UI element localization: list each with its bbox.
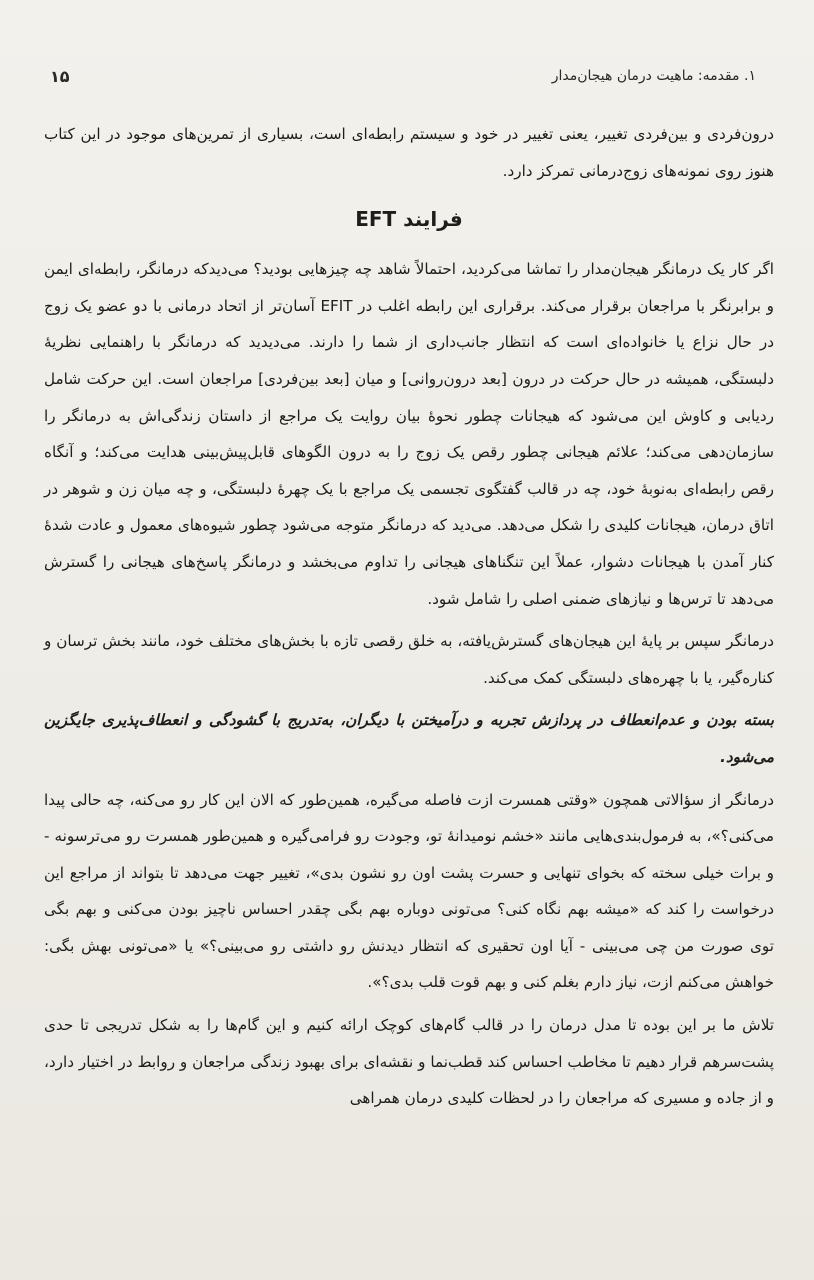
page-number: ۱۵ bbox=[50, 66, 70, 86]
paragraph-emphasis: بسته بودن و عدم‌انعطاف در پردازش تجربه و درآمیختن با دیگران، به‌تدریج با گشودگی و انعطاف‌پذیری جایگزین می‌شود. bbox=[44, 711, 774, 766]
paragraph-process: اگر کار یک درمانگر هیجان‌مدار را تماشا می‌کردید، احتمالاً شاهد چه چیزهایی بودید؟ می‌دیدکه درمانگر، رابطه‌ای ایمن و برابرنگر با مراجعان برقرار می‌کند. برقراری این رابطه اغلب در EFIT آسان‌تر از اتحاد درمانی با دو عضو یک زوج در حال نزاع یا خانواده‌ای است که انتظار جانب‌داری از شما را دارند. می‌دیدید که درمانگر با راهنمایی نظریهٔ دلبستگی، همیشه در حال حرکت در درون [بعد درون‌روانی] و میان [بعد بین‌فردی] مراجعان است. این حرکت شامل ردیابی و کاوش این می‌شود که هیجانات چطور نحوهٔ بیان روایت یک مراجع از داستان زندگی‌اش به درمانگر را سازمان‌دهی می‌کند؛ علائم هیجانی چطور رقص یک زوج را به درون الگوهای قابل‌پیش‌بینی هدایت می‌کند؛ و آنگاه رقص رابطه‌ای به‌نوبهٔ خود، چه در قالب گفتگوی تجسمی یک مراجع با یک چهرهٔ دلبستگی، و چه میان زن و شوهر در اتاق درمان، هیجانات کلیدی را شکل می‌دهد. می‌دید که درمانگر متوجه می‌شود چطور شیوه‌های معمول و عادت شدهٔ کنار آمدن با هیجانات دشوار، عملاً این تنگناهای هیجانی را تداوم می‌بخشد و درمانگر پاسخ‌های هیجانی را گسترش می‌دهد تا ترس‌ها و نیازهای ضمنی اصلی را شامل شود. bbox=[44, 260, 774, 608]
paragraph-closing: تلاش ما بر این بوده تا مدل درمان را در قالب گام‌های کوچک ارائه کنیم و این گام‌ها را به شکل تدریجی تا حدی پشت‌سرهم قرار دهیم تا مخاطب احساس کند قطب‌نما و نقشه‌ای برای بهبود زندگی مراجعان و روابط در اختیار دارد، و از جاده و مسیری که مراجعان را در لحظات کلیدی درمان همراهی bbox=[44, 1016, 774, 1108]
chapter-title: ۱. مقدمه: ماهیت درمان هیجان‌مدار bbox=[551, 68, 756, 84]
body-text bbox=[44, 116, 774, 1117]
paragraph-new-dance: درمانگر سپس بر پایهٔ این هیجان‌های گسترش‌یافته، به خلق رقصی تازه با بخش‌های مختلف خود، مانند بخش ترسان و کناره‌گیر، یا با چهره‌های دلبستگی کمک می‌کند. bbox=[44, 632, 774, 687]
section-heading: فرایند EFT bbox=[355, 207, 463, 232]
paragraph-intro: درون‌فردی و بین‌فردی تغییر، یعنی تغییر در خود و سیستم رابطه‌ای است، بسیاری از تمرین‌های موجود در این کتاب هنوز روی نمونه‌های زوج‌درمانی تمرکز دارد. bbox=[44, 125, 774, 180]
paragraph-questions: درمانگر از سؤالاتی همچون «وقتی همسرت ازت فاصله می‌گیره، همین‌طور که الان این کار رو می‌کنه، چه حالی پیدا می‌کنی؟»، به فرمول‌بندی‌هایی مانند «خشم نومیدانهٔ تو، وجودت رو فرامی‌گیره و همین‌طور همسرت رو می‌ترسونه - و برات خیلی سخته که بخوای تنهایی و حسرت پشت اون رو نشون بدی»، تغییر جهت می‌دهد تا بتواند از مراجع این درخواست را کند که «میشه بهم نگاه کنی؟ می‌تونی دوباره بهم بگی چقدر احساس ناچیز بودن می‌کنی و بهم بگی توی صورت من چی می‌بینی - آیا اون تحقیری که انتظار دیدنش رو داشتی رو می‌بینی؟» یا «می‌تونی بهش بگی: خواهش می‌کنم ازت، نیاز دارم بغلم کنی و بهم قوت قلب بدی؟». bbox=[44, 790, 774, 992]
running-header bbox=[44, 62, 774, 90]
